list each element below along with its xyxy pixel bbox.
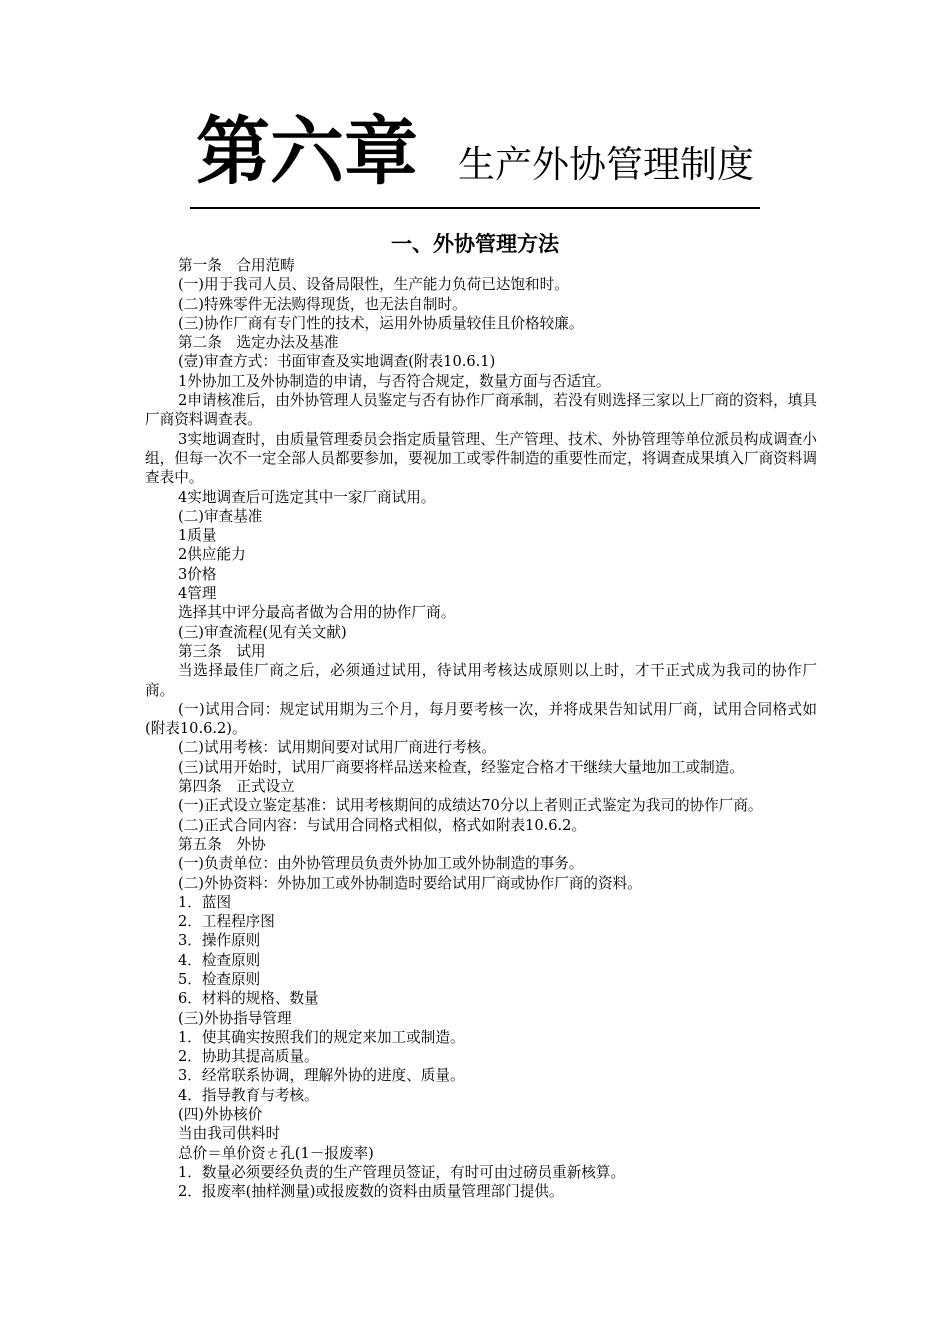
paragraph-line: (二)外协资料：外协加工或外协制造时要给试用厂商或协作厂商的资料。 bbox=[178, 874, 642, 892]
paragraph-line: 1．蓝图 bbox=[178, 893, 232, 911]
paragraph-line: 4．检查原则 bbox=[178, 951, 261, 969]
paragraph-line: 2供应能力 bbox=[178, 546, 246, 564]
paragraph-line: 3实地调查时，由质量管理委员会指定质量管理、生产管理、技术、外协管理等单位派员构成调查小组，但每一次不一定全部人员都要参加，要视加工或零件制造的重要性而定，将调查成果填入厂商资料调查表中。 bbox=[145, 430, 817, 487]
paragraph-line: (二)特殊零件无法购得现货，也无法自制时。 bbox=[178, 295, 467, 313]
paragraph-line: 3价格 bbox=[178, 565, 217, 583]
chapter-number: 第六章 bbox=[196, 109, 418, 195]
chapter-title bbox=[0, 109, 950, 209]
paragraph-line: 4管理 bbox=[178, 585, 217, 603]
paragraph-line: (二)正式合同内容：与试用合同格式相似，格式如附表10.6.2。 bbox=[178, 816, 587, 834]
paragraph-line: 当由我司供料时 bbox=[178, 1125, 281, 1143]
paragraph-line: (一)试用合同：规定试用期为三个月，每月要考核一次，并将成果告知试用厂商，试用合同格式如(附表10.6.2)。 bbox=[145, 700, 817, 738]
paragraph-line: (三)外协指导管理 bbox=[178, 1009, 292, 1027]
paragraph-line: 2．工程程序图 bbox=[178, 913, 275, 931]
paragraph-line: (四)外协核价 bbox=[178, 1106, 263, 1124]
paragraph-line: 2．协助其提高质量。 bbox=[178, 1048, 319, 1066]
paragraph-line: (三)审查流程(见有关文献) bbox=[178, 623, 347, 641]
paragraph-line: 1．数量必须要经负责的生产管理员签证，有时可由过磅员重新核算。 bbox=[178, 1163, 626, 1181]
paragraph-line: 1质量 bbox=[178, 527, 217, 545]
paragraph-line: 2．报废率(抽样测量)或报废数的资料由质量管理部门提供。 bbox=[178, 1183, 564, 1201]
paragraph-line: 2申请核准后，由外协管理人员鉴定与否有协作厂商承制，若没有则选择三家以上厂商的资料，填具厂商资料调查表。 bbox=[145, 392, 817, 429]
paragraph-line: 1外协加工及外协制造的申请，与否符合规定，数量方面与否适宜。 bbox=[178, 372, 611, 390]
chapter-title-underlined bbox=[190, 109, 760, 209]
paragraph-line: 第三条 试用 bbox=[178, 642, 266, 660]
paragraph-line: 选择其中评分最高者做为合用的协作厂商。 bbox=[178, 604, 456, 622]
paragraph-line: 5．检查原则 bbox=[178, 970, 261, 988]
paragraph-line: 3．经常联系协调，理解外协的进度、质量。 bbox=[178, 1067, 465, 1085]
paragraph-line: 当选择最佳厂商之后，必须通过试用，待试用考核达成原则以上时，才干正式成为我司的协作厂商。 bbox=[145, 662, 817, 699]
paragraph-line: 第二条 选定办法及基准 bbox=[178, 334, 339, 352]
paragraph-line: 总价＝单价资ㄜ孔(1－报废率) bbox=[178, 1144, 374, 1162]
paragraph-line: (三)协作厂商有专门性的技术，运用外协质量较佳且价格较廉。 bbox=[178, 314, 584, 332]
paragraph-line: 6．材料的规格、数量 bbox=[178, 990, 319, 1008]
paragraph-line: 第四条 正式设立 bbox=[178, 778, 295, 796]
paragraph-line: 4实地调查后可选定其中一家厂商试用。 bbox=[178, 488, 436, 506]
paragraph-line: 1．使其确实按照我们的规定来加工或制造。 bbox=[178, 1028, 465, 1046]
document-body bbox=[145, 256, 817, 1202]
paragraph-line: 第一条 合用范畴 bbox=[178, 257, 295, 274]
paragraph-line: (一)正式设立鉴定基准：试用考核期间的成绩达70分以上者则正式鉴定为我司的协作厂商。 bbox=[178, 797, 763, 815]
paragraph-line: (三)试用开始时，试用厂商要将样品送来检查，经鉴定合格才干继续大量地加工或制造。 bbox=[178, 758, 744, 776]
paragraph-line: (壹)审查方式：书面审查及实地调查(附表10.6.1) bbox=[178, 353, 496, 371]
paragraph-line: (一)负责单位：由外协管理员负责外协加工或外协制造的事务。 bbox=[178, 855, 584, 873]
paragraph-line: 第五条 外协 bbox=[178, 835, 266, 853]
section-heading: 一、外协管理方法 bbox=[391, 232, 559, 256]
paragraph-line: (二)试用考核：试用期间要对试用厂商进行考核。 bbox=[178, 739, 496, 757]
chapter-name: 生产外协管理制度 bbox=[458, 143, 754, 186]
paragraph-line: 4．指导教育与考核。 bbox=[178, 1086, 319, 1104]
paragraph-line: 3．操作原则 bbox=[178, 932, 261, 950]
paragraph-line: (一)用于我司人员、设备局限性，生产能力负荷已达饱和时。 bbox=[178, 276, 569, 294]
paragraph-line: (二)审查基准 bbox=[178, 507, 263, 525]
